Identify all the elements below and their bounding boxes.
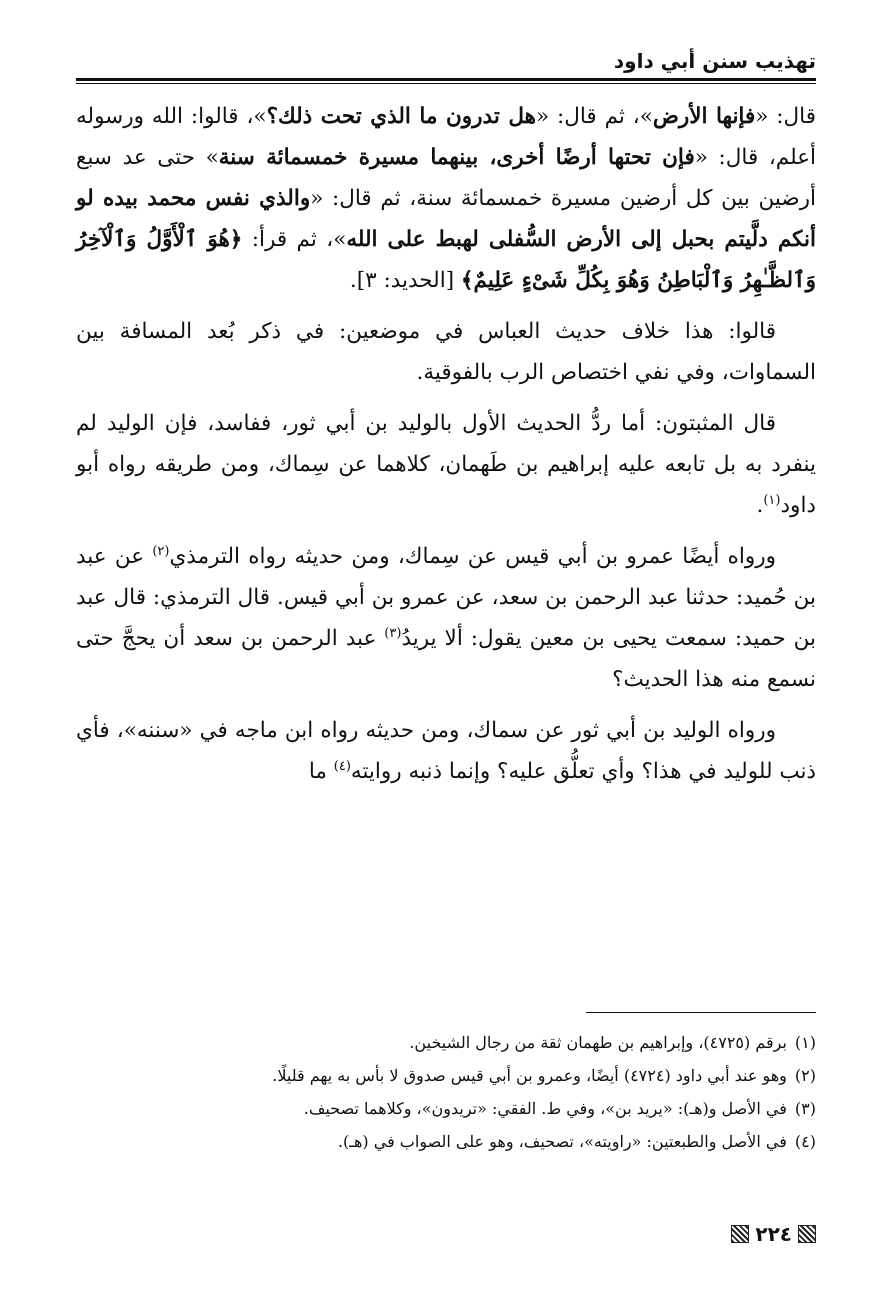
footnote-number: (٣) [794, 1099, 816, 1118]
footnote-text: في الأصل و(هـ): «يريد بن»، وفي ط. الفقي: «تريدون»، وكلاهما تصحيف. [303, 1099, 787, 1118]
hadith-text: هل تدرون ما الذي تحت ذلك؟ [266, 104, 536, 129]
main-text [76, 96, 816, 802]
hadith-text: فإن تحتها أرضًا أخرى، بينهما مسيرة خمسمائة سنة [218, 145, 695, 170]
text-segment: ورواه أيضًا عمرو بن أبي قيس عن سِماك، ومن حديثه رواه الترمذي [169, 544, 776, 569]
paragraph [76, 311, 816, 393]
footnotes [76, 1026, 816, 1158]
text-segment: عن عبد بن حُميد: حدثنا عبد الرحمن بن سعد، عن عمرو بن أبي قيس. قال الترمذي: قال عبد بن حميد: سمعت يحيى بن معين يقول: ألا يريدُ [76, 544, 816, 651]
paragraph [76, 710, 816, 792]
footnote [76, 1092, 816, 1125]
footnote-ref[interactable]: (٣) [384, 625, 402, 641]
footnote [76, 1125, 816, 1158]
paragraph [76, 403, 816, 526]
text-segment: قال: « [755, 104, 816, 129]
text-segment: » حتى عد سبع أرضين بين كل أرضين مسيرة خمسمائة سنة، ثم قال: « [76, 145, 816, 211]
page-number-block [731, 1222, 816, 1246]
book-title: تهذيب سنن أبي داود [613, 49, 816, 73]
footnote-ref[interactable]: (٢) [152, 543, 170, 559]
text-segment: عبد الرحمن بن سعد أن يحجَّ حتى نسمع منه هذا الحديث؟ [76, 626, 816, 692]
hadith-text: ﴿هُوَ ٱلْأَوَّلُ وَٱلْآخِرُ وَٱلظَّـٰهِرُ وَٱلْبَاطِنُ وَهُوَ بِكُلِّ شَىْءٍ عَلِيمٌ﴾ [76, 227, 816, 293]
text-segment: »، قالوا: الله ورسوله أعلم، قال: « [76, 104, 817, 170]
footnote [76, 1059, 816, 1092]
footnote-ref[interactable]: (٤) [333, 758, 351, 774]
text-segment: قال المثبتون: أما ردُّ الحديث الأول بالوليد بن أبي ثور، ففاسد، فإن الوليد لم ينفرد به بل تابعه عليه إبراهيم بن طَهمان، كلاهما عن سِماك، ومن طريقه رواه أبو داود [76, 411, 816, 518]
footnote-number: (٢) [794, 1066, 816, 1085]
text-segment: »، ثم قال: « [535, 104, 653, 129]
text-segment: ورواه الوليد بن أبي ثور عن سماك، ومن حديثه رواه ابن ماجه في «سننه»، فأي ذنب للوليد في هذا؟ وأي تعلُّق عليه؟ وإنما ذنبه روايته [76, 718, 816, 784]
text-segment: . [756, 493, 764, 518]
running-header [76, 46, 816, 76]
ornament-icon [731, 1225, 749, 1243]
page-number: ٢٢٤ [755, 1222, 792, 1246]
header-rule-thin [76, 83, 816, 84]
book-page [76, 0, 816, 1290]
header-rule-thick [76, 78, 816, 81]
text-segment: ما [308, 759, 334, 784]
footnote-number: (٤) [794, 1132, 816, 1151]
hadith-text: والذي نفس محمد بيده لو أنكم دلَّيتم بحبل إلى الأرض السُّفلى لهبط على الله [76, 186, 816, 252]
hadith-text: فإنها الأرض [652, 104, 756, 129]
text-segment: [الحديد: ٣]. [349, 268, 461, 293]
footnote-separator [586, 1012, 816, 1013]
paragraph [76, 96, 816, 301]
footnote-text: برقم (٤٧٢٥)، وإبراهيم بن طهمان ثقة من رجال الشيخين. [409, 1033, 787, 1052]
footnote-text: في الأصل والطبعتين: «راويته»، تصحيف، وهو على الصواب في (هـ). [337, 1132, 787, 1151]
footnote-number: (١) [794, 1033, 816, 1052]
footnote-ref[interactable]: (١) [763, 492, 781, 508]
text-segment: »، ثم قرأ: [242, 227, 347, 252]
footnote [76, 1026, 816, 1059]
text-segment: قالوا: هذا خلاف حديث العباس في موضعين: في ذكر بُعد المسافة بين السماوات، وفي نفي اختصاص الرب بالفوقية. [76, 319, 816, 385]
ornament-icon [798, 1225, 816, 1243]
paragraph [76, 536, 816, 700]
footnote-text: وهو عند أبي داود (٤٧٢٤) أيضًا، وعمرو بن أبي قيس صدوق لا بأس به يهم قليلًا. [272, 1066, 787, 1085]
